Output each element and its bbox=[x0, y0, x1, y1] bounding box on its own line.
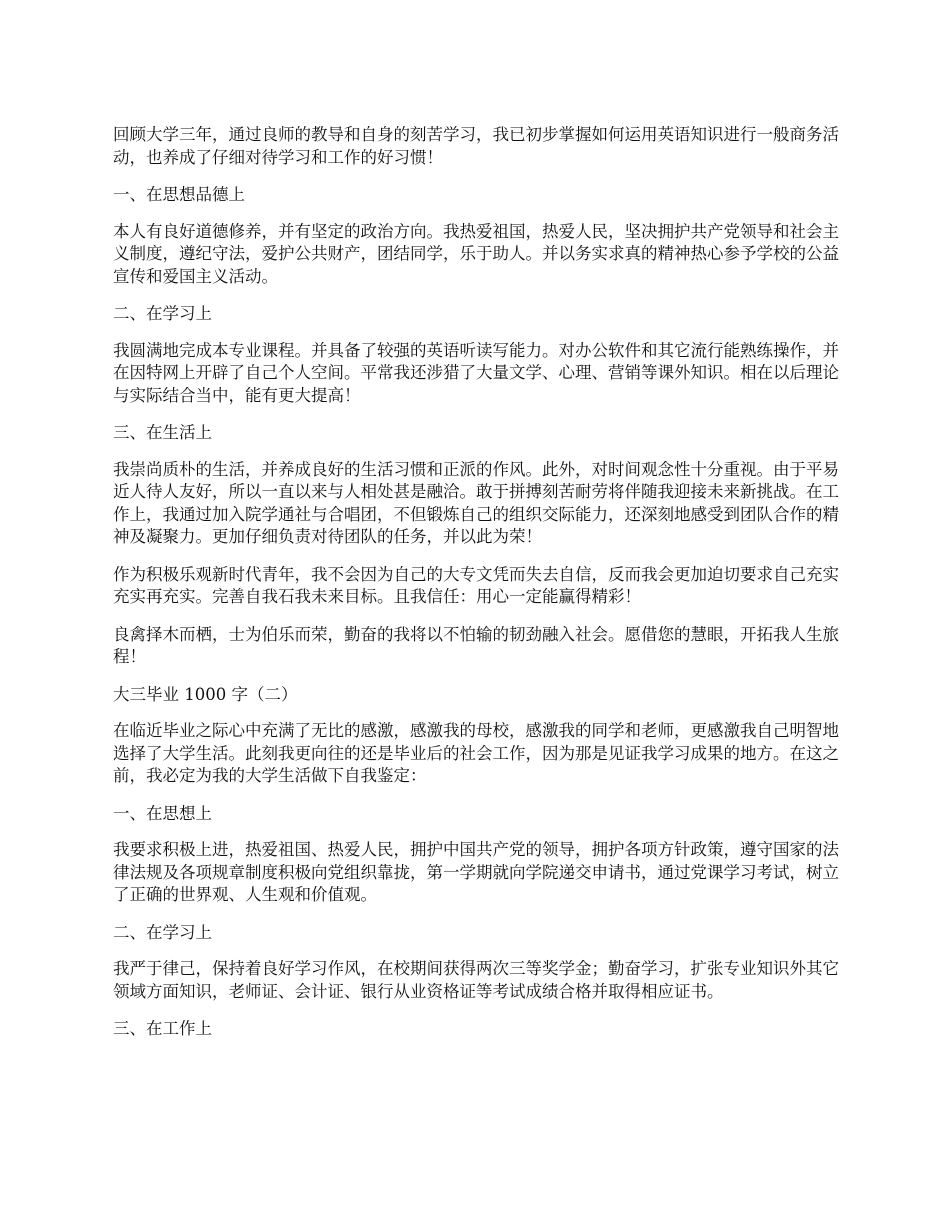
heading-moral: 一、在思想品德上 bbox=[113, 185, 245, 204]
paragraph-gratitude: 在临近毕业之际心中充满了无比的感激，感激我的母校，感激我的同学和老师，更感激我自己明智地选择了大学生活。此刻我更向往的还是毕业后的社会工作，因为那是见证我学习成果的地方。在这之前，我必定为我的大学生活做下自我鉴定： bbox=[113, 721, 839, 785]
paragraph-study-2: 我严于律己，保持着良好学习作风，在校期间获得两次三等奖学金；勤奋学习，扩张专业知识外其它领域方面知识，老师证、会计证、银行从业资格证等考试成绩合格并取得相应证书。 bbox=[113, 959, 839, 1001]
section-title-part-two: 大三毕业 1000 字（二） bbox=[113, 684, 298, 704]
paragraph-intro: 回顾大学三年，通过良师的教导和自身的刻苦学习，我已初步掌握如何运用英语知识进行一般商务活动，也养成了仔细对待学习和工作的好习惯！ bbox=[113, 125, 839, 167]
paragraph-life: 我崇尚质朴的生活，并养成良好的生活习惯和正派的作风。此外，对时间观念性十分重视。由于平易近人待人友好，所以一直以来与人相处甚是融洽。敢于拼搏刻苦耐劳将伴随我迎接未来新挑战。在工作上，我通过加入院学通社与合唱团，不但锻炼自己的组织交际能力，还深刻地感受到团队合作的精神及凝聚力。更加仔细负责对待团队的任务，并以此为荣！ bbox=[113, 459, 839, 546]
heading-work: 三、在工作上 bbox=[113, 1019, 212, 1038]
paragraph-optimism: 作为积极乐观新时代青年，我不会因为自己的大专文凭而失去自信，反而我会更加迫切要求自己充实充实再充实。完善自我石我未来目标。且我信任：用心一定能赢得精彩！ bbox=[113, 564, 839, 606]
heading-study-2: 二、在学习上 bbox=[113, 922, 212, 942]
paragraph-thought: 我要求积极上进，热爱祖国、热爱人民，拥护中国共产党的领导，拥护各项方针政策，遵守国家的法律法规及各项规章制度积极向党组织靠拢，第一学期就向学院递交申请书，通过党课学习考试，树立了正确的世界观、人生观和价值观。 bbox=[113, 840, 839, 904]
heading-life: 三、在生活上 bbox=[113, 423, 212, 442]
paragraph-study: 我圆满地完成本专业课程。并具备了较强的英语听读写能力。对办公软件和其它流行能熟练操作，并在因特网上开辟了自己个人空间。平常我还涉猎了大量文学、心理、营销等课外知识。相在以后理论与实际结合当中，能有更大提高！ bbox=[113, 340, 839, 405]
paragraph-closing: 良禽择木而栖，士为伯乐而荣，勤奋的我将以不怕输的韧劲融入社会。愿借您的慧眼，开拓我人生旅程！ bbox=[113, 624, 839, 666]
document-page bbox=[113, 124, 839, 1055]
heading-study: 二、在学习上 bbox=[113, 304, 212, 323]
paragraph-moral: 本人有良好道德修养，并有坚定的政治方向。我热爱祖国，热爱人民，坚决拥护共产党领导和社会主义制度，遵纪守法，爱护公共财产，团结同学，乐于助人。并以务实求真的精神热心参予学校的公益宣传和爱国主义活动。 bbox=[113, 221, 839, 286]
heading-thought: 一、在思想上 bbox=[113, 803, 212, 823]
